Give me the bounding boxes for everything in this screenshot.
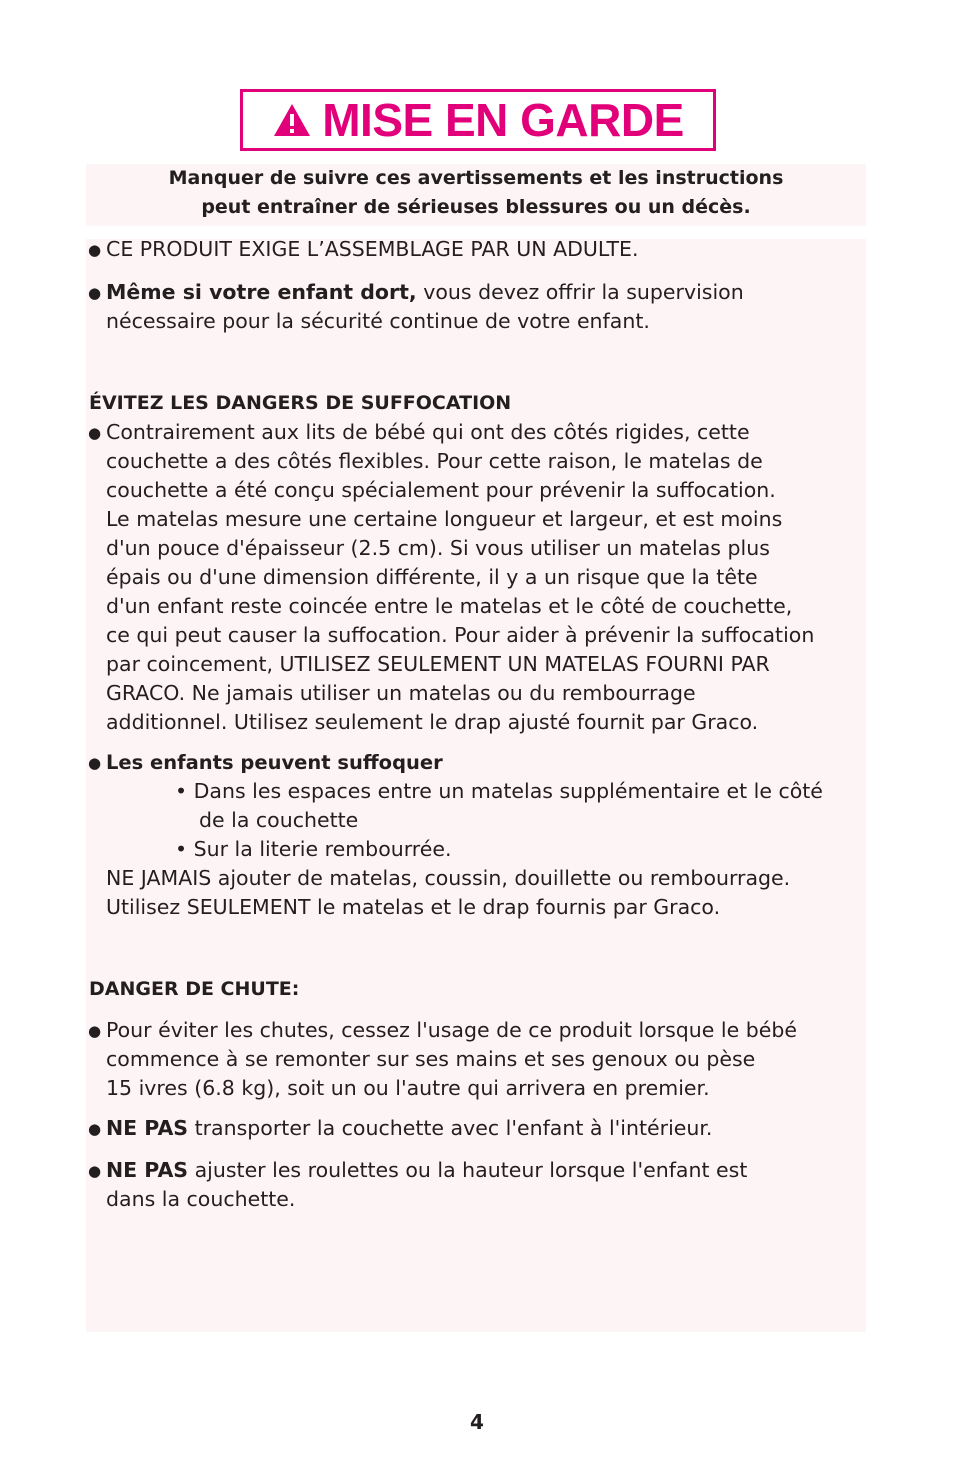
suffocation-sub-item-1-line-2: de la couchette [199,808,359,832]
warning-triangle-icon [272,102,312,138]
warning-title: MISE EN GARDE [322,94,684,146]
bullet-icon: ● [88,284,102,302]
bullet-icon: ● [88,1022,102,1040]
intro-line-1: Manquer de suivre ces avertissements et les instructions [168,167,784,189]
suffocation-sub-item-2: • Sur la literie rembourrée. [175,837,452,861]
general-item-2-bold: Même si votre enfant dort, [106,280,417,304]
warning-title-box [240,89,716,151]
bullet-icon: ● [88,424,102,442]
suffocation-item-1-line: Contrairement aux lits de bébé qui ont des côtés rigides, cette [106,420,750,444]
general-item-1: CE PRODUIT EXIGE L’ASSEMBLAGE PAR UN ADULTE. [106,237,639,261]
suffocation-item-1-line: épais ou d'une dimension différente, il y a un risque que la tête [106,565,758,589]
bullet-icon: ● [88,754,102,772]
fall-item-3-bold: NE PAS [106,1158,189,1182]
suffocation-item-1-line: couchette a des côtés flexibles. Pour cette raison, le matelas de [106,449,763,473]
suffocation-item-1-line: d'un enfant reste coincée entre le matelas et le côté de couchette, [106,594,793,618]
fall-item-3-text: ajuster les roulettes ou la hauteur lorsque l'enfant est [188,1158,748,1182]
suffocation-item-1-line: ce qui peut causer la suffocation. Pour aider à prévenir la suffocation [106,623,815,647]
bullet-icon: ● [88,241,102,259]
fall-heading: DANGER DE CHUTE: [89,978,300,1000]
page-number: 4 [470,1410,484,1434]
suffocation-item-1-line: GRACO. Ne jamais utiliser un matelas ou du rembourrage [106,681,696,705]
fall-item-1-line: commence à se remonter sur ses mains et ses genoux ou pèse [106,1047,756,1071]
suffocation-closing-line-2: Utilisez SEULEMENT le matelas et le drap fournis par Graco. [106,895,721,919]
fall-item-1-line: 15 ivres (6.8 kg), soit un ou l'autre qui arrivera en premier. [106,1076,710,1100]
suffocation-item-2-heading: Les enfants peuvent suffoquer [106,751,443,774]
fall-item-2-text: transporter la couchette avec l'enfant à l'intérieur. [188,1116,713,1140]
suffocation-sub-item-1: • Dans les espaces entre un matelas supplémentaire et le côté [175,779,823,803]
suffocation-heading: ÉVITEZ LES DANGERS DE SUFFOCATION [89,392,512,414]
suffocation-item-1-line: couchette a été conçu spécialement pour prévenir la suffocation. [106,478,776,502]
intro-line-2: peut entraîner de sérieuses blessures ou un décès. [201,196,751,218]
suffocation-closing-line-1: NE JAMAIS ajouter de matelas, coussin, douillette ou rembourrage. [106,866,791,890]
suffocation-item-1-line: d'un pouce d'épaisseur (2.5 cm). Si vous utiliser un matelas plus [106,536,770,560]
general-item-2-line-2: nécessaire pour la sécurité continue de votre enfant. [106,309,650,333]
bullet-icon: ● [88,1162,102,1180]
suffocation-item-1-line: Le matelas mesure une certaine longueur et largeur, et est moins [106,507,783,531]
fall-item-3 [106,1156,747,1185]
fall-item-1-line: Pour éviter les chutes, cessez l'usage de ce produit lorsque le bébé [106,1018,797,1042]
general-item-2-text: vous devez offrir la supervision [416,280,744,304]
suffocation-item-1-line: additionnel. Utilisez seulement le drap ajusté fournit par Graco. [106,710,759,734]
fall-item-3-line-2: dans la couchette. [106,1187,296,1211]
intro-warning [86,164,866,222]
general-item-2 [106,278,744,307]
suffocation-item-1-line: par coincement, UTILISEZ SEULEMENT UN MATELAS FOURNI PAR [106,652,770,676]
fall-item-2-bold: NE PAS [106,1116,189,1140]
bullet-icon: ● [88,1120,102,1138]
fall-item-2 [106,1114,712,1143]
